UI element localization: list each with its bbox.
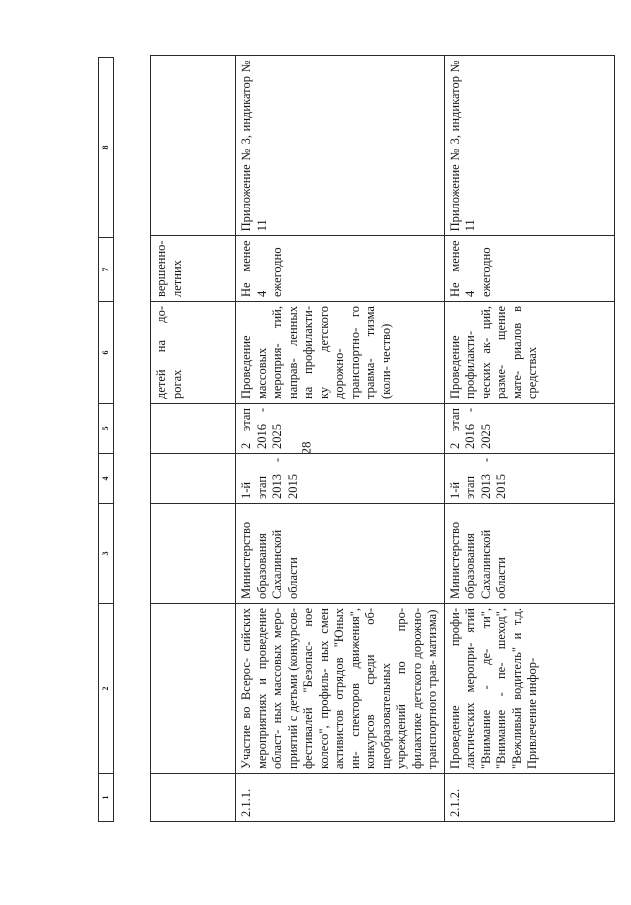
row-value: Не менее 4 ежегодно <box>236 236 445 302</box>
row-activity: Проведение профи- лактических меропри- ятий "Внимание - де- ти", "Внимание - пе- шеход", "Вежливый водитель" и т.д. Привлечение инфор- <box>444 604 614 774</box>
row-activity: Участие во Всерос- сийских мероприятиях и проведение област- ных массовых меро- приятий с детьми (конкурсов- фестивалей "Безопас- ное колесо", профиль- ных смен активистов отрядов "Юных ин- спекторов движения", конкурсов среди об- щеобразовательных учреждений по про- филактике детского дорожно- транспортного трав- матизма) <box>236 604 445 774</box>
table-row <box>444 56 614 822</box>
rotated-page-content <box>98 52 598 822</box>
row-link: Приложение № 3, индикатор № 11 <box>444 56 614 236</box>
col-num-4: 4 <box>99 454 114 504</box>
cont-cell-1 <box>151 774 236 822</box>
row-value: Не менее 4 ежегодно <box>444 236 614 302</box>
row-number: 2.1.2. <box>444 774 614 822</box>
page-number: 28 <box>298 441 314 455</box>
col-num-7: 7 <box>99 238 114 302</box>
cont-cell-2 <box>151 604 236 774</box>
table-row <box>236 56 445 822</box>
col-num-6: 6 <box>99 302 114 404</box>
row-stage1: 1-й этап 2013 - 2015 <box>236 454 445 504</box>
row-executor: Министерство образования Сахалинской области <box>236 504 445 604</box>
cont-cell-3 <box>151 504 236 604</box>
row-link: Приложение № 3, индикатор № 11 <box>236 56 445 236</box>
row-executor: Министерство образования Сахалинской области <box>444 504 614 604</box>
row-result: Проведение массовых мероприя- тий, направ- ленных на профилакти- ку детского дорожно- транспортно- го травма- тизма (коли- чество) <box>236 302 445 404</box>
col-num-3: 3 <box>99 504 114 604</box>
cont-cell-7: вершенно- летних <box>151 236 236 302</box>
measures-table <box>150 55 615 822</box>
continuation-row <box>151 56 236 822</box>
col-num-2: 2 <box>99 604 114 774</box>
cont-cell-5 <box>151 404 236 454</box>
col-num-1: 1 <box>99 774 114 822</box>
row-stage1: 1-й этап 2013 - 2015 <box>444 454 614 504</box>
column-number-header <box>98 57 114 822</box>
col-num-5: 5 <box>99 404 114 454</box>
cont-cell-8 <box>151 56 236 236</box>
row-result: Проведение профилакти- ческих ак- ций, разме- щение мате- риалов в средствах <box>444 302 614 404</box>
row-number: 2.1.1. <box>236 774 445 822</box>
cont-cell-6: детей на до- рогах <box>151 302 236 404</box>
row-stage2: 2 этап 2016 - 2025 <box>236 404 445 454</box>
cont-cell-4 <box>151 454 236 504</box>
row-stage2: 2 этап 2016 - 2025 <box>444 404 614 454</box>
col-num-8: 8 <box>99 58 114 238</box>
